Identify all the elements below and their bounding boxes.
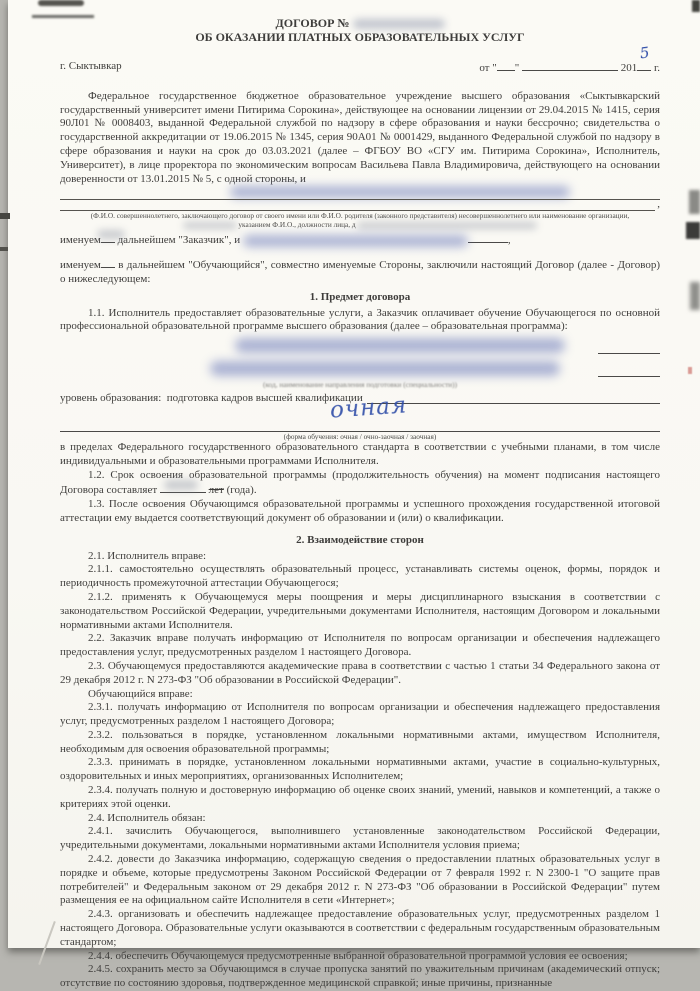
- paragraph-1-2: [60, 469, 660, 499]
- paragraph-2-3: 2.3. Обучающемуся предоставляются академические права в соответствии с частью 1 статьи 34 Федерального закона от 29 декабря 2012 г. N 273-ФЗ "Об образовании в Российской Федерации".: [60, 659, 660, 686]
- paragraph-2-4-5: 2.4.5. сохранить место за Обучающимся в случае пропуска занятий по уважительным причинам (академический отпуск; отсутствие по состоянию здоровья, подтвержденное медицинской справкой; иные причины, признанные: [60, 963, 660, 990]
- paragraph-2-3-3: 2.3.3. принимать в порядке, установленном локальными нормативными актами, участие в социально-культурных, оздоровительных и иных мероприятиях, организованных Исполнителем;: [60, 756, 660, 783]
- paragraph-1-1: 1.1. Исполнитель предоставляет образовательные услуги, а Заказчик оплачивает обучение Обучающегося по основной профессиональной образовательной программе высшего образования (далее – образовательная программа):: [60, 306, 660, 333]
- paragraph-2-3-2: 2.3.2. пользоваться в порядке, установленном локальными нормативными актами, имуществом Исполнителя, необходимым для освоения образовательной программы;: [60, 728, 660, 755]
- caption-blur-left: [183, 222, 237, 229]
- student-text: в дальнейшем "Обучающийся", совместно именуемые Стороны, заключили настоящий Договор (далее - Договор) о нижеследующем:: [60, 259, 660, 285]
- meta-row: [60, 43, 660, 76]
- caption-blur-right: [357, 222, 537, 229]
- contract-title: [60, 16, 660, 44]
- contract-title-line1: ДОГОВОР №: [275, 16, 350, 30]
- program-caption: (код, наименование направления подготовки (специальности)): [262, 380, 458, 390]
- preamble-paragraph: Федеральное государственное бюджетное образовательное учреждение высшего образования «Сыктывкарский государственный университет имени Питирима Сорокина», действующее на основании лицензии от 29.04.2015 № 1415, серия 90Л01 № 0008403, выданной Федеральной службой по надзору в сфере образования и науки бессрочно; свидетельства о государственной аккредитации от 19.06.2015 № 1345, серия 90А01 № 0001429, выданного Федеральной службой по надзору в сфере образования и науки на срок до 03.03.2021 (далее – ФГБОУ ВО «СГУ им. Питирима Сорокина», Исполнитель, Университет), в лице проректора по экономическим вопросам Васильева Павла Владимировича, действующего на основании доверенности от 13.01.2015 № 5, с одной стороны, и: [60, 89, 660, 185]
- fill-line: [60, 199, 660, 200]
- handwritten-program-blurred-1: [235, 338, 565, 353]
- corner-shadow: [692, 0, 700, 12]
- date-line: [479, 43, 660, 76]
- fill-blank: [468, 232, 508, 243]
- struck-word: лет: [208, 484, 224, 497]
- date-suffix: г.: [653, 62, 660, 74]
- date-day-blank: [497, 60, 515, 71]
- program-entry-row-1: [60, 334, 660, 357]
- date-year: 201: [620, 62, 638, 74]
- fio-caption-line1: (Ф.И.О. совершеннолетнего, заключающего договор от своего имени или Ф.И.О. родителя (законного представителя) несовершеннолетнего или наименование организации,: [90, 211, 630, 221]
- blur-patch: [164, 480, 198, 490]
- paragraph-1-3: 1.3. После освоения Обучающимся образовательной программы и успешного прохождения государственной итоговой аттестации ему выдается соответствующий документ об образовании и (или) о квалификации.: [60, 498, 660, 524]
- paragraph-2-4-3: 2.4.3. организовать и обеспечить надлежащее предоставление образовательных услуг, предусмотренных разделом 1 настоящего Договора. Образовательные услуги оказываются в соответствии с федеральным государственным образовательным стандартом;: [60, 908, 660, 948]
- duration-blank: [160, 482, 206, 493]
- contract-number-blurred: [353, 19, 445, 29]
- staple-mark: [38, 0, 84, 6]
- paragraph-2-1-2: 2.1.2. применять к Обучающемуся меры поощрения и меры дисциплинарного взыскания в соответствии с законодательством Российской Федерации, учредительными документами Исполнителя, настоящим Договором и локальными нормативными актами Исполнителя.: [60, 590, 660, 631]
- paragraph-1-1-continued: в пределах Федерального государственного образовательного стандарта в соответствии с учебными планами, в том числе индивидуальными и образовательными программами Исполнителя.: [60, 440, 660, 467]
- scan-edge-artifact: [690, 282, 700, 310]
- paragraph-2-1: 2.1. Исполнитель вправе:: [88, 549, 207, 562]
- fill-line: [598, 353, 660, 354]
- student-prefix: именуем: [60, 259, 101, 272]
- study-form-caption: (форма обучения: очная / очно-заочная / заочная): [283, 431, 437, 441]
- city-label: г. Сыктывкар: [60, 60, 122, 72]
- paragraph-2-4: 2.4. Исполнитель обязан:: [88, 811, 206, 824]
- student-suffix-blank: [101, 257, 115, 268]
- paragraph-2-1-1: 2.1.1. самостоятельно осуществлять образовательный процесс, устанавливать системы оценок, формы, порядок и периодичность промежуточной аттестации Обучающегося;: [60, 563, 660, 590]
- blur-patch: [97, 230, 125, 239]
- paragraph-2-3a: Обучающийся вправе:: [88, 687, 193, 700]
- handwritten-name-blurred: [230, 186, 570, 198]
- contract-title-line2: ОБ ОКАЗАНИИ ПЛАТНЫХ ОБРАЗОВАТЕЛЬНЫХ УСЛУГ: [195, 30, 525, 44]
- date-from: от ": [479, 62, 497, 74]
- contract-body: [60, 8, 660, 991]
- paragraph-2-4-2: 2.4.2. довести до Заказчика информацию, содержащую сведения о предоставлении платных образовательных услуг в порядке и объеме, которые предусмотрены Законом Российской Федерации от 7 февраля 1992 г. N 2300-1 "О защите прав потребителей" и Федеральным законом от 29 декабря 2012 г. N 273-ФЗ "Об образовании в Российской Федерации" путем размещения ее на официальном сайте Исполнителя в сети «Интернет»;: [60, 853, 660, 907]
- comma: ,: [657, 197, 660, 210]
- section2-heading: 2. Взаимодействие сторон: [296, 533, 424, 546]
- paper-sheet: [8, 0, 700, 990]
- pen-mark: [32, 15, 94, 18]
- scan-edge-artifact: [686, 222, 700, 239]
- paragraph-2-3-4: 2.3.4. получать полную и достоверную информацию об оценке своих знаний, умений, навыков и компетенций, а также о критериях этой оценки.: [60, 784, 660, 810]
- customer-designation-line: [60, 232, 660, 248]
- paragraph-2-4-4: 2.4.4. обеспечить Обучающемуся предусмотренные выбранной образовательной программой условия ее освоения;: [88, 949, 628, 962]
- paragraph-1-2-text: 1.2. Срок освоения образовательной программы (продолжительность обучения) на момент подписания настоящего Договора составляет: [60, 468, 660, 497]
- scan-edge-artifact: [0, 213, 10, 219]
- date-month-blank: [522, 60, 618, 71]
- section1-heading: 1. Предмет договора: [309, 290, 411, 303]
- caption-text: указанием Ф.И.О., должности лица, д: [238, 220, 356, 230]
- date-year-blank: [637, 43, 651, 71]
- paragraph-2-3-1: 2.3.1. получать информацию от Исполнителя по вопросам организации и обеспечения надлежащего предоставления услуг, предусмотренных разделом 1 настоящего Договора;: [60, 701, 660, 728]
- scan-edge-artifact: [0, 247, 8, 251]
- comma: ,: [507, 234, 511, 247]
- paragraph-2-2: 2.2. Заказчик вправе получать информацию от Исполнителя по вопросам организации и обеспечения надлежащего предоставления услуг, предусмотренных разделом 1 настоящего Договора.: [60, 632, 660, 659]
- fill-line: [367, 392, 660, 404]
- customer-suffix-blank: [101, 232, 115, 243]
- handwritten-study-form: очная: [329, 392, 409, 424]
- paragraph-2-4-1: 2.4.1. зачислить Обучающегося, выполнившего установленные законодательством Российской Федерации, учредительными документами, локальными нормативными актами Исполнителя условия приема;: [60, 825, 660, 852]
- program-entry-row-2: [60, 357, 660, 380]
- fill-line: [598, 376, 660, 377]
- customer-name-entry-row: [60, 186, 660, 200]
- handwritten-student-name-blurred: [243, 235, 468, 247]
- customer-prefix: именуем: [60, 234, 101, 247]
- fio-caption-line2: [60, 220, 660, 229]
- paragraph-1-2-tail: (года).: [226, 484, 257, 497]
- date-quote: ": [514, 62, 520, 74]
- customer-text: дальнейшем "Заказчик", и: [117, 234, 241, 247]
- handwritten-year-digit: 5: [638, 43, 651, 63]
- red-mark: [688, 367, 692, 374]
- scan-edge-artifact: [689, 190, 700, 214]
- student-designation-paragraph: [60, 257, 660, 287]
- handwritten-program-blurred-2: [210, 361, 560, 376]
- fill-line-row: [60, 197, 660, 211]
- education-level-label: уровень образования: подготовка кадров высшей квалификации: [60, 392, 363, 405]
